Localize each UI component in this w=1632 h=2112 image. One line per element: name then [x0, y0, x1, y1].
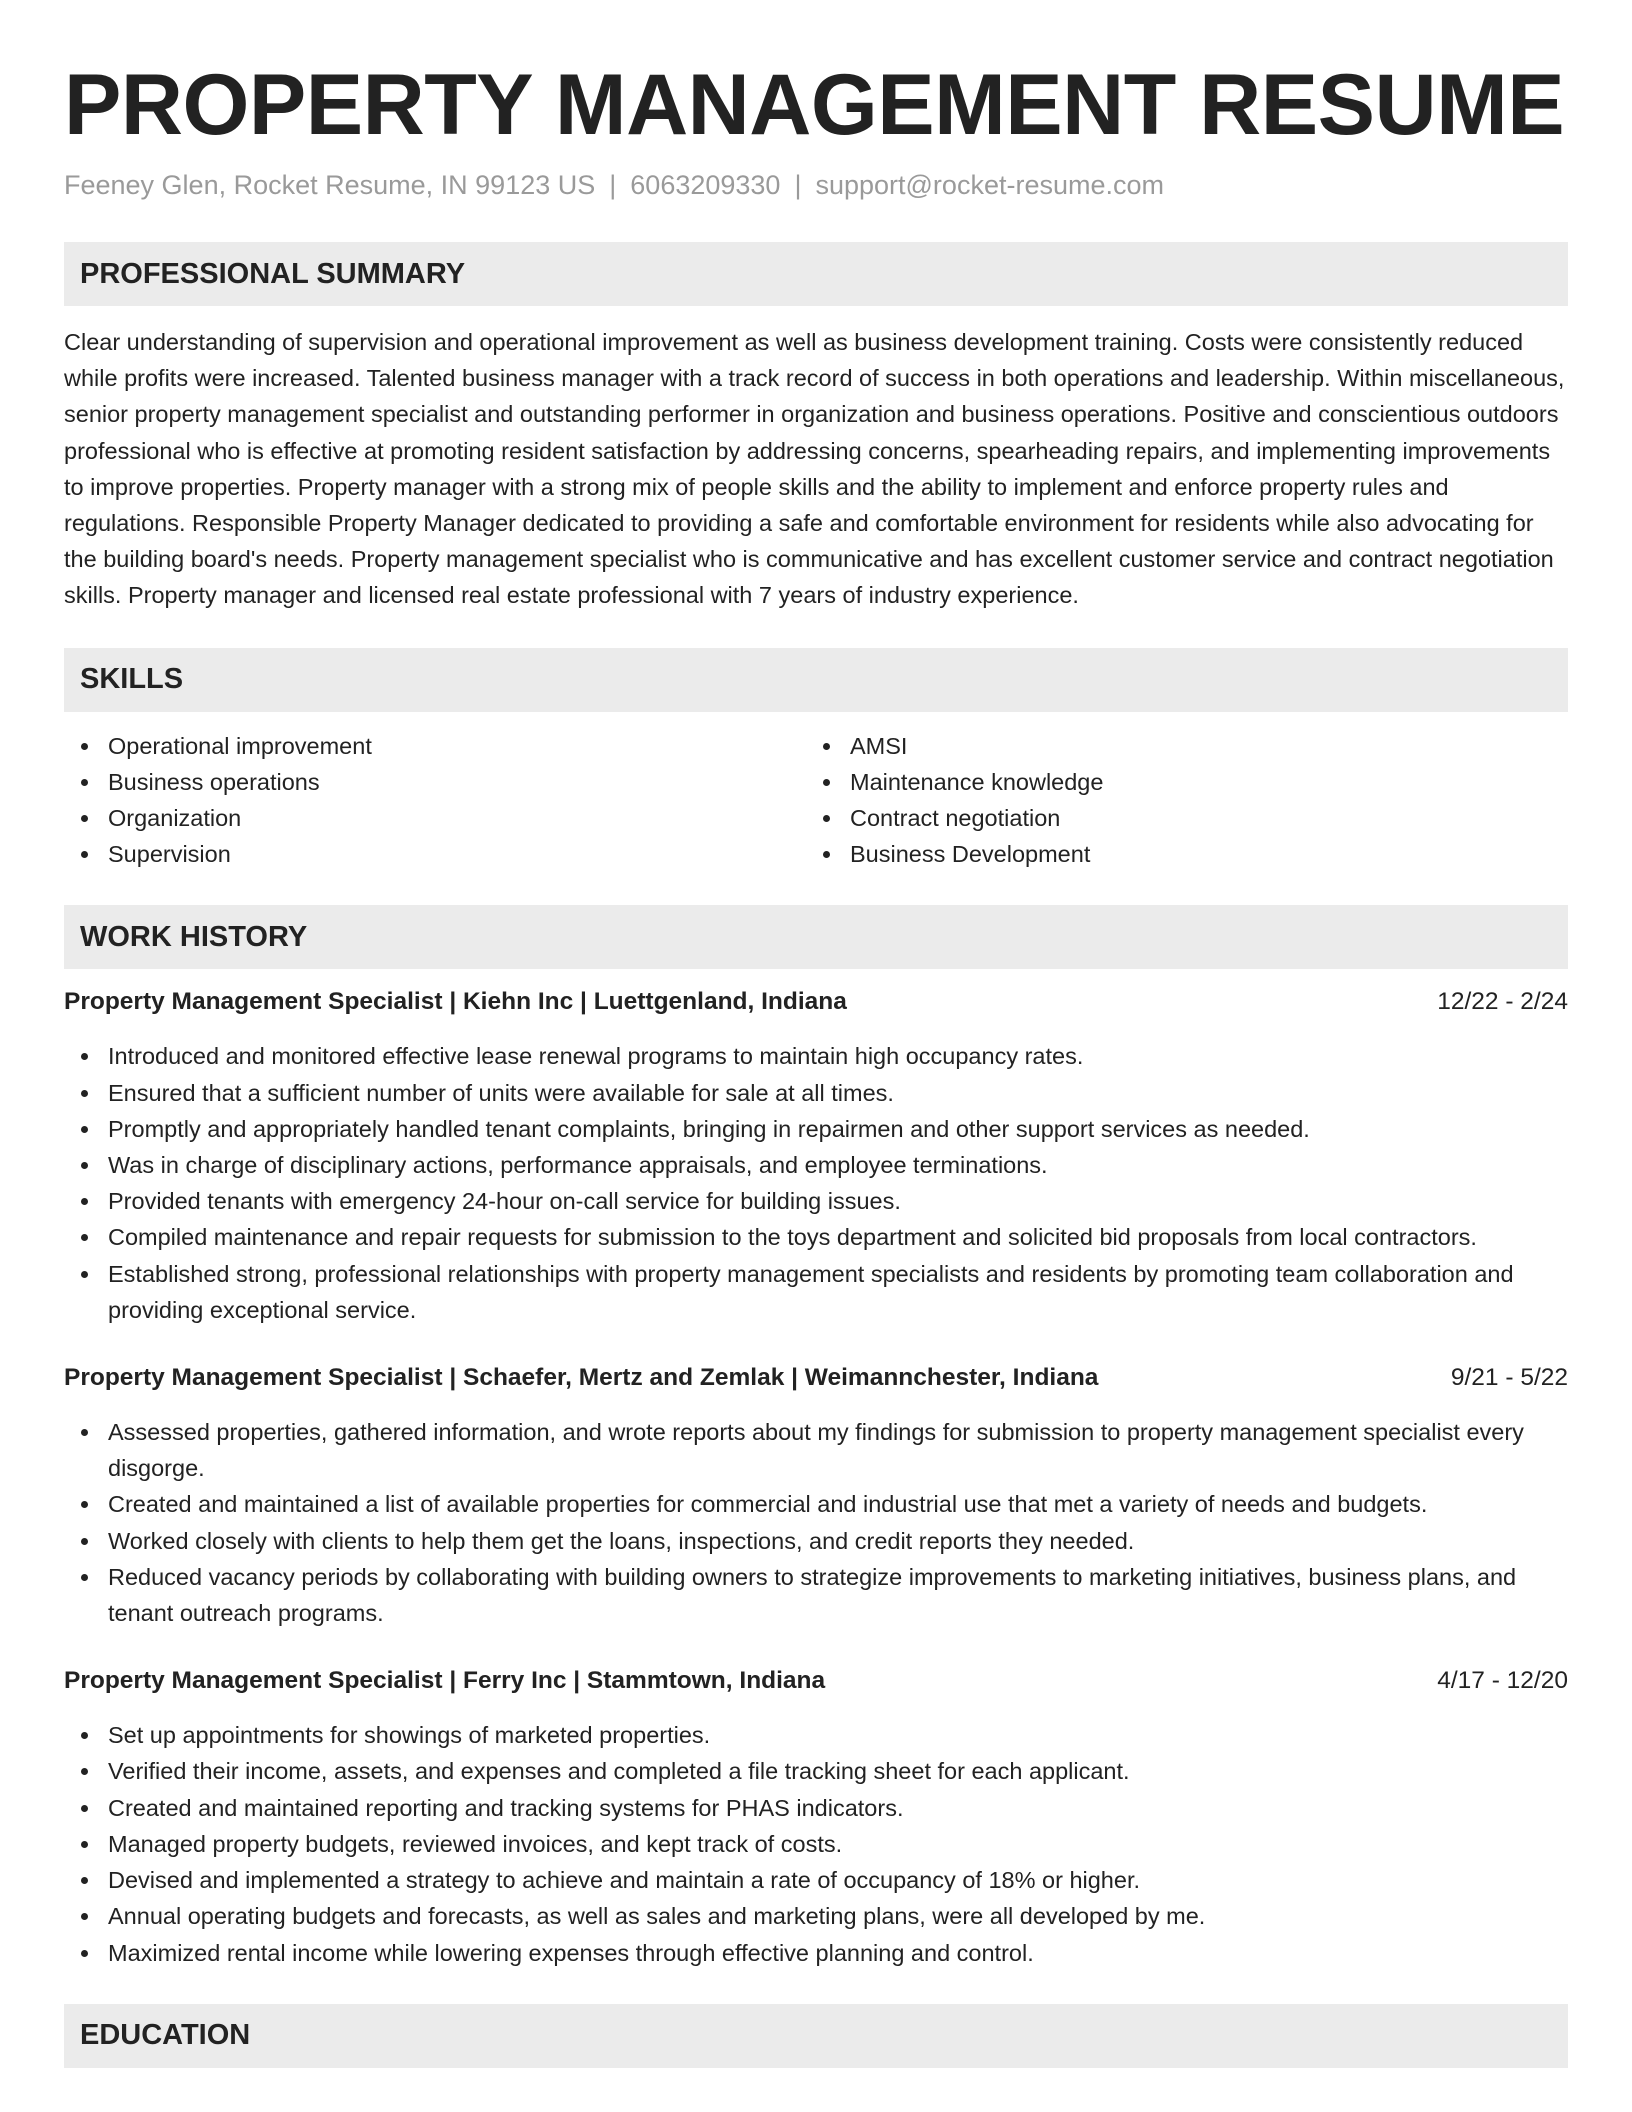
skill-item: Business Development — [806, 836, 1548, 872]
summary-text: Clear understanding of supervision and operational improvement as well as business development training. Costs were consistently reduced while profits were increased. Talented business manager with a track record of success in both operations and leadership. Within miscellaneous, senior property management specialist and outstanding performer in organization and business operations. Positive and conscientious outdoors professional who is effective at promoting resident satisfaction by addressing concerns, spearheading repairs, and implementing improvements to improve properties. Property manager with a strong mix of people skills and the ability to implement and enforce property rules and regulations. Responsible Property Manager dedicated to providing a safe and comfortable environment for residents while also advocating for the building board's needs. Property management specialist who is communicative and has excellent customer service and contract negotiation skills. Property manager and licensed real estate professional with 7 years of industry experience. — [64, 329, 1565, 609]
job-bullet: Compiled maintenance and repair requests for submission to the toys department and solicited bid proposals from local contractors. — [64, 1219, 1568, 1255]
skill-item: Maintenance knowledge — [806, 764, 1548, 800]
skill-item: Business operations — [64, 764, 806, 800]
job-bullets — [64, 1414, 1568, 1631]
job-bullet: Devised and implemented a strategy to achieve and maintain a rate of occupancy of 18% or higher. — [64, 1862, 1568, 1898]
job-bullet: Created and maintained a list of available properties for commercial and industrial use that met a variety of needs and budgets. — [64, 1486, 1568, 1522]
job-entry — [64, 1361, 1568, 1631]
job-entry — [64, 985, 1568, 1328]
job-bullet: Set up appointments for showings of marketed properties. — [64, 1717, 1568, 1753]
job-bullet: Reduced vacancy periods by collaborating with building owners to strategize improvements to marketing initiatives, business plans, and tenant outreach programs. — [64, 1559, 1568, 1631]
contact-line — [64, 168, 1568, 202]
skills-column-right — [806, 728, 1548, 873]
job-dates: 4/17 - 12/20 — [1437, 1667, 1568, 1695]
resume-page — [64, 0, 1568, 2068]
contact-separator: | — [794, 170, 802, 200]
job-dates: 12/22 - 2/24 — [1437, 988, 1568, 1016]
resume-title: PROPERTY MANAGEMENT RESUME — [64, 57, 1565, 153]
work-history-heading: WORK HISTORY — [64, 905, 1568, 969]
skills-column-left — [64, 728, 806, 873]
contact-email: support@rocket-resume.com — [815, 170, 1164, 200]
job-bullet: Created and maintained reporting and tracking systems for PHAS indicators. — [64, 1790, 1568, 1826]
job-bullets — [64, 1717, 1568, 1970]
job-bullets — [64, 1038, 1568, 1328]
job-header — [64, 1361, 1568, 1395]
job-bullet: Provided tenants with emergency 24-hour on-call service for building issues. — [64, 1183, 1568, 1219]
job-bullet: Promptly and appropriately handled tenant complaints, bringing in repairmen and other support services as needed. — [64, 1111, 1568, 1147]
job-dates: 9/21 - 5/22 — [1450, 1364, 1568, 1392]
job-title: Property Management Specialist | Kiehn Inc | Luettgenland, Indiana — [64, 988, 847, 1016]
education-heading: EDUCATION — [64, 2004, 1568, 2068]
contact-separator: | — [609, 170, 617, 200]
job-bullet: Assessed properties, gathered information, and wrote reports about my findings for submission to property management specialist every disgorge. — [64, 1414, 1568, 1486]
job-bullet: Worked closely with clients to help them get the loans, inspections, and credit reports they needed. — [64, 1523, 1568, 1559]
skill-item: Supervision — [64, 836, 806, 872]
job-bullet: Maximized rental income while lowering expenses through effective planning and control. — [64, 1935, 1568, 1971]
job-title: Property Management Specialist | Ferry Inc | Stammtown, Indiana — [64, 1667, 826, 1695]
job-bullet: Was in charge of disciplinary actions, performance appraisals, and employee terminations. — [64, 1147, 1568, 1183]
job-bullet: Established strong, professional relationships with property management specialists and residents by promoting team collaboration and providing exceptional service. — [64, 1256, 1568, 1328]
skills-heading: SKILLS — [64, 648, 1568, 712]
summary-heading: PROFESSIONAL SUMMARY — [64, 242, 1568, 306]
job-bullet: Introduced and monitored effective lease renewal programs to maintain high occupancy rates. — [64, 1038, 1568, 1074]
skill-item: Contract negotiation — [806, 800, 1548, 836]
contact-phone: 6063209330 — [630, 170, 781, 200]
skill-item: Operational improvement — [64, 728, 806, 764]
contact-address: Feeney Glen, Rocket Resume, IN 99123 US — [64, 170, 596, 200]
skills-list — [64, 728, 1568, 873]
skill-item: AMSI — [806, 728, 1548, 764]
job-title: Property Management Specialist | Schaefer, Mertz and Zemlak | Weimannchester, Indiana — [64, 1364, 1099, 1392]
job-header — [64, 1664, 1568, 1698]
job-bullet: Annual operating budgets and forecasts, as well as sales and marketing plans, were all developed by me. — [64, 1898, 1568, 1934]
job-entry — [64, 1664, 1568, 1970]
job-header — [64, 985, 1568, 1019]
skill-item: Organization — [64, 800, 806, 836]
job-bullet: Ensured that a sufficient number of units were available for sale at all times. — [64, 1075, 1568, 1111]
job-bullet: Verified their income, assets, and expenses and completed a file tracking sheet for each applicant. — [64, 1753, 1568, 1789]
job-bullet: Managed property budgets, reviewed invoices, and kept track of costs. — [64, 1826, 1568, 1862]
